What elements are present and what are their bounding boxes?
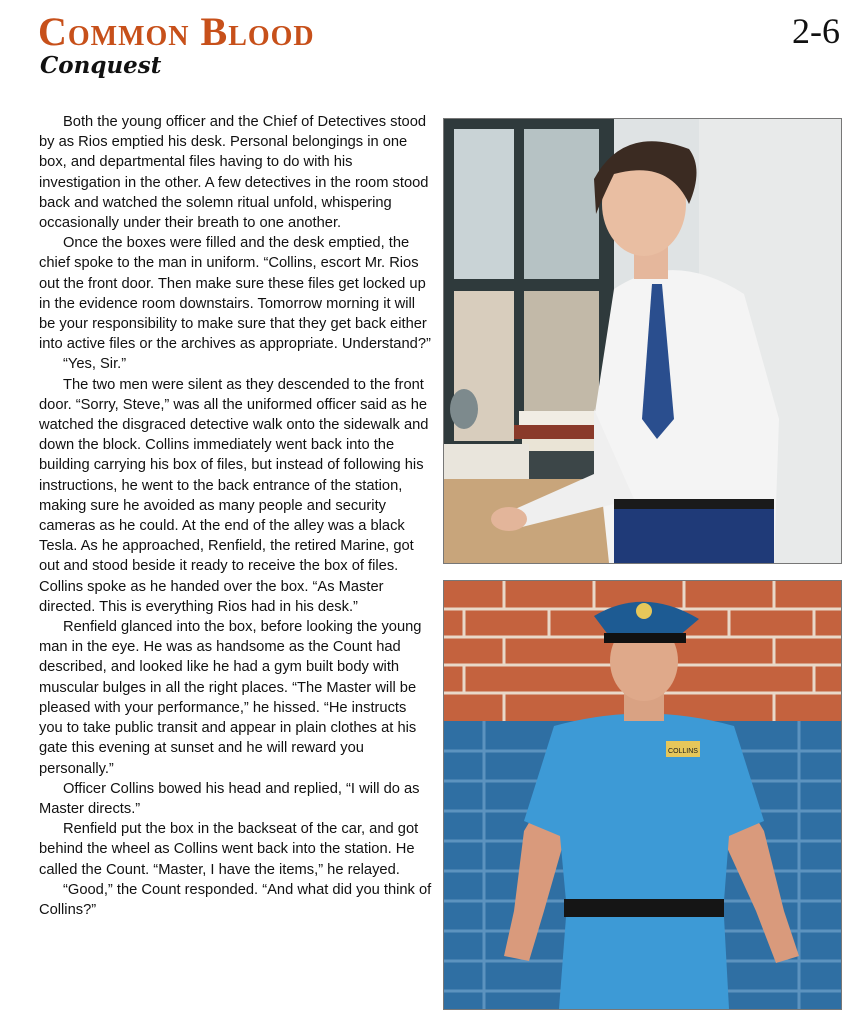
paragraph: “Yes, Sir.” — [63, 356, 127, 373]
paragraph: Renfield glanced into the box, before looking the young man in the eye. He was as handsome as the Count had described, and looked like he had a gym built body with muscular bulges in all the right places. “The Master will be pleased with your performance,” he hissed. “He instructs you to take public transit and appear in plain clothes at his gate this evening at sunset and he will reward you personally.” — [39, 619, 422, 777]
paragraph: Renfield put the box in the backseat of the car, and got behind the wheel as Collins went back into the station. He called the Count. “Master, I have the items,” he relayed. — [39, 821, 419, 878]
story-text — [39, 112, 433, 920]
detective-illustration — [443, 118, 842, 564]
chapter-title: Common Blood — [38, 9, 315, 54]
paragraph: The two men were silent as they descended to the front door. “Sorry, Steve,” was all the uniformed officer said as he watched the disgraced detective walk onto the sidewalk and down the block. Collins immediately went back into the building carrying his box of files, but instead of following his instructions, he went to the back entrance of the station, making sure he avoided as many people and security cameras as he could. At the end of the alley was a black Tesla. As he approached, Renfield, the retired Marine, got out and stood beside it ready to receive the box of files. Collins spoke as he handed over the box. “As Master directed. This is everything Rios had in his desk.” — [39, 376, 429, 615]
paragraph: Officer Collins bowed his head and replied, “I will do as Master directs.” — [39, 780, 420, 817]
paragraph: Once the boxes were filled and the desk emptied, the chief spoke to the man in uniform. “Collins, escort Mr. Rios out the front door. Then make sure these files get locked up in the evidence room downstairs. Tomorrow morning it will be your responsibility to make sure that they get back either into active files or the archives as appropriate. Understand?” — [39, 235, 431, 353]
name-tag: COLLINS — [668, 748, 698, 755]
officer-illustration — [443, 580, 842, 1010]
paragraph: Both the young officer and the Chief of Detectives stood by as Rios emptied his desk. Personal belongings in one box, and departmental files having to do with his investigation in the other. A few detectives in the room stood back and watched the solemn ritual unfold, whispering occasionally under their breath to one another. — [39, 114, 429, 232]
paragraph: “Good,” the Count responded. “And what did you think of Collins?” — [39, 881, 432, 918]
chapter-subtitle: Conquest — [40, 52, 162, 79]
page-number: 2-6 — [792, 11, 840, 51]
